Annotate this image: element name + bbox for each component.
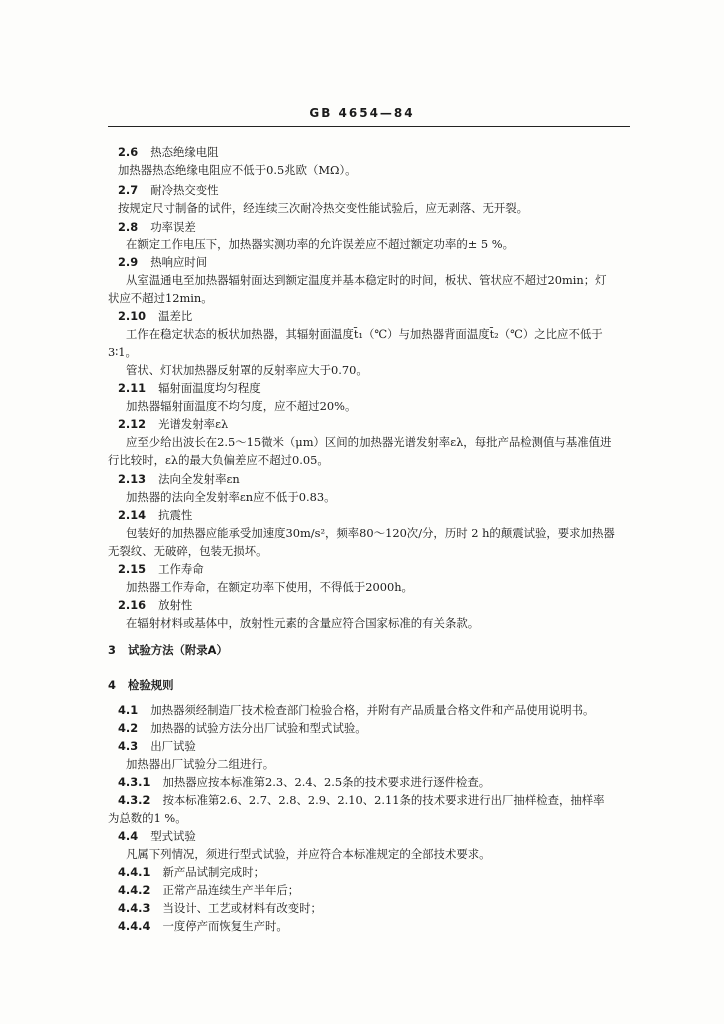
clause-heading [118,219,196,235]
body-line: 在辐射材料或基体中，放射性元素的含量应符合国家标准的有关条款。 [126,616,480,630]
clause-title: 热响应时间 [150,255,208,269]
clause-number: 2.15 [118,562,147,576]
section-heading [108,642,228,658]
clause-number: 4.4.2 [118,883,151,897]
clause-heading [118,828,196,844]
body-line: 加热器热态绝缘电阻应不低于0.5兆欧（MΩ）。 [118,163,357,177]
clause-number: 2.13 [118,472,147,486]
clause-heading [118,702,594,718]
body-line: 加热器出厂试验分二组进行。 [126,757,275,771]
clause-heading [118,864,265,880]
clause-heading [118,738,196,754]
body-line: 为总数的1 %。 [108,811,187,825]
page-header: GB 4654—84 [309,106,415,120]
clause-title: 辐射面温度均匀程度 [158,381,261,395]
clause-heading [118,561,204,577]
clause-title: 耐冷热交变性 [150,183,219,197]
header-rule [108,126,630,127]
clause-number: 4.2 [118,721,139,735]
clause-heading [118,144,219,160]
body-line: 3∶1。 [108,345,137,359]
clause-number: 4.1 [118,703,139,717]
clause-heading [118,597,192,613]
clause-number: 4.3.1 [118,775,151,789]
body-line: 无裂纹、无破碎，包装无损坏。 [108,544,268,558]
clause-number: 2.10 [118,309,147,323]
body-line: 加热器的法向全发射率εn应不低于0.83。 [126,490,336,504]
clause-number: 4.4.3 [118,901,151,915]
clause-heading [118,380,261,396]
clause-title: 光谱发射率ελ [158,417,229,431]
clause-title: 抗震性 [158,508,193,522]
clause-title: 当设计、工艺或材料有改变时； [162,901,322,915]
body-line: 按规定尺寸制备的试件，经连续三次耐冷热交变性能试验后，应无剥落、无开裂。 [118,201,529,215]
clause-number: 2.11 [118,381,147,395]
clause-title: 工作寿命 [158,562,204,576]
clause-heading [118,900,322,916]
clause-heading [118,774,490,790]
clause-heading [118,720,367,736]
clause-title: 加热器的试验方法分出厂试验和型式试验。 [150,721,367,735]
body-line: 加热器辐射面温度不均匀度，应不超过20%。 [126,399,357,413]
clause-number: 4.4 [118,829,139,843]
clause-number: 4.3 [118,739,139,753]
section-number: 3 [108,643,116,657]
clause-title: 新产品试制完成时； [162,865,265,879]
clause-title: 放射性 [158,598,193,612]
clause-heading [118,918,288,934]
section-heading [108,677,174,693]
clause-number: 2.8 [118,220,139,234]
clause-number: 2.7 [118,183,139,197]
clause-heading [118,471,240,487]
clause-title: 出厂试验 [150,739,196,753]
body-line: 管状、灯状加热器反射罩的反射率应大于0.70。 [126,363,368,377]
clause-title: 正常产品连续生产半年后； [162,883,300,897]
clause-number: 4.4.1 [118,865,151,879]
body-line: 从室温通电至加热器辐射面达到额定温度并基本稳定时的时间，板状、管状应不超过20min；灯 [126,273,607,287]
section-title: 检验规则 [127,678,174,692]
body-line: 加热器工作寿命，在额定功率下使用，不得低于2000h。 [126,580,413,594]
clause-title: 热态绝缘电阻 [150,145,219,159]
body-line: 行比较时，ελ的最大负偏差应不超过0.05。 [108,453,329,467]
clause-number: 4.4.4 [118,919,151,933]
body-line: 包装好的加热器应能承受加速度30m/s²，频率80～120次/分，历时 2 h的颠震试验，要求加热器 [126,526,615,540]
clause-number: 2.6 [118,145,139,159]
clause-title: 按本标准第2.6、2.7、2.8、2.9、2.10、2.11条的技术要求进行出厂抽样检查，抽样率 [162,793,605,807]
clause-title: 型式试验 [150,829,196,843]
clause-title: 一度停产而恢复生产时。 [162,919,288,933]
clause-heading [118,882,299,898]
clause-heading [118,507,192,523]
clause-title: 法向全发射率εn [158,472,240,486]
clause-title: 温差比 [158,309,193,323]
clause-title: 加热器应按本标准第2.3、2.4、2.5条的技术要求进行逐件检查。 [162,775,491,789]
body-line: 工作在稳定状态的板状加热器，其辐射面温度t̄₁（℃）与加热器背面温度t̄₂（℃）之比应不低于 [126,327,603,341]
clause-number: 2.14 [118,508,147,522]
clause-title: 功率误差 [150,220,196,234]
clause-number: 2.16 [118,598,147,612]
clause-number: 2.12 [118,417,147,431]
section-number: 4 [108,678,116,692]
clause-heading [118,308,192,324]
clause-heading [118,254,207,270]
body-line: 凡属下列情况，须进行型式试验，并应符合本标准规定的全部技术要求。 [126,847,491,861]
section-title: 试验方法（附录A） [127,643,228,657]
clause-number: 4.3.2 [118,793,151,807]
clause-title: 加热器须经制造厂技术检查部门检验合格，并附有产品质量合格文件和产品使用说明书。 [150,703,595,717]
body-line: 在额定工作电压下，加热器实测功率的允许误差应不超过额定功率的± 5 %。 [126,237,514,251]
body-line: 状应不超过12min。 [108,291,213,305]
clause-heading [118,792,605,808]
clause-number: 2.9 [118,255,139,269]
body-line: 应至少给出波长在2.5～15微米（μm）区间的加热器光谱发射率ελ，每批产品检测值与基准值进 [126,435,612,449]
clause-heading [118,182,219,198]
clause-heading [118,416,228,432]
